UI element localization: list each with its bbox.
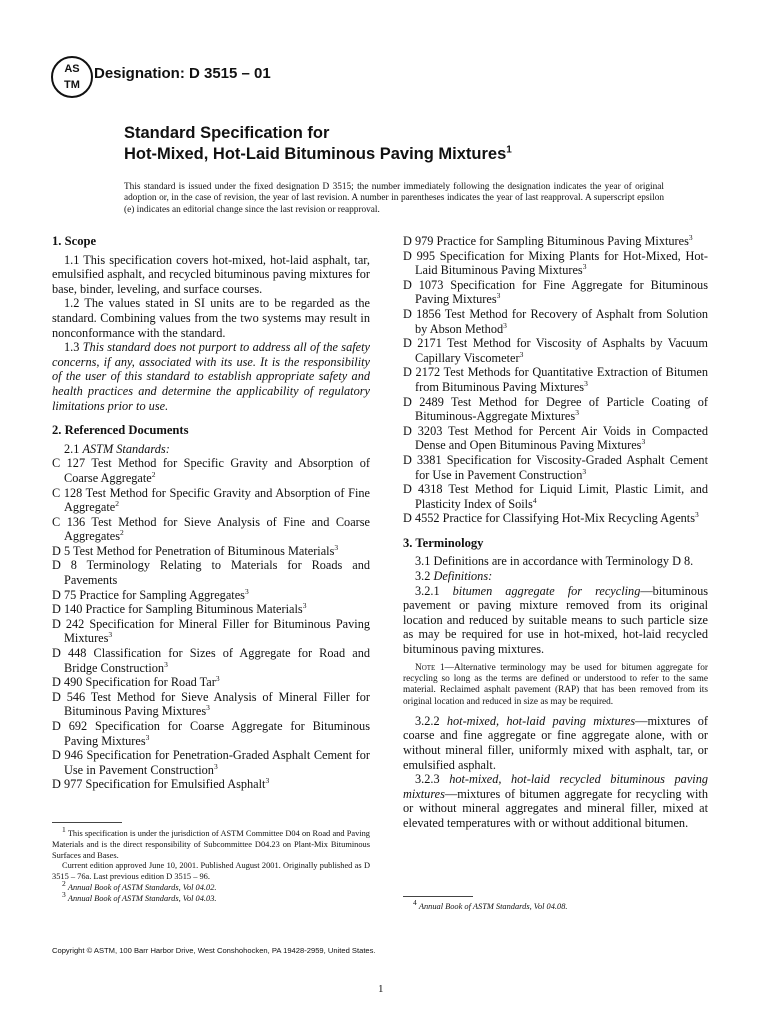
title-line-2: Hot-Mixed, Hot-Laid Bituminous Paving Mixtures$^1$	[124, 144, 512, 163]
paragraph-1-3: 1.3 This standard does not purport to address all of the safety concerns, if any, associated with its use. It is the responsibility of the user of this standard to establish appropriate safety and health practices and determine the applicability of regulatory limitations prior to use.	[52, 340, 370, 413]
section-heading-referenced-documents: 2. Referenced Documents	[52, 423, 189, 438]
footnotes-left	[52, 825, 370, 905]
paragraph-1-2: 1.2 The values stated in SI units are to be regarded as the standard. Combining values from the two systems may result in nonconformance with the standard.	[52, 296, 370, 340]
reference-item: D 2489 Test Method for Degree of Particle Coating of Bituminous-Aggregate Mixtures$^3$	[403, 394, 708, 424]
footnote-1-edition: Current edition approved June 10, 2001. Published August 2001. Originally published as D 3515 – 76a. Last previous edition D 3515 – 96.	[52, 861, 370, 882]
right-column	[403, 234, 708, 831]
footnote-mark: 3	[213, 761, 218, 771]
reference-item: D 1856 Test Method for Recovery of Asphalt from Solution by Abson Method$^3$	[403, 306, 708, 336]
reference-item: D 5 Test Method for Penetration of Bituminous Materials$^3$	[52, 542, 339, 558]
reference-item: D 979 Practice for Sampling Bituminous Paving Mixtures$^3$	[403, 232, 693, 248]
footnote-rule-right	[403, 896, 473, 897]
svg-text:TM: TM	[64, 79, 80, 91]
reference-item: D 4552 Practice for Classifying Hot-Mix Recycling Agents$^3$	[403, 510, 699, 526]
title-footnote-mark: 1	[506, 144, 512, 156]
reference-item: D 2171 Test Method for Viscosity of Asphalts by Vacuum Capillary Viscometer$^3$	[403, 336, 708, 365]
footnote-mark: 2	[120, 528, 124, 538]
footnote-mark: 3	[206, 703, 210, 713]
reference-item: D 995 Specification for Mixing Plants for Hot-Mixed, Hot-Laid Bituminous Paving Mixtures$^3$	[403, 248, 708, 278]
paragraph-3-2-3: 3.2.3 hot-mixed, hot-laid recycled bituminous paving mixtures—mixtures of bitumen aggregate for recycling with or without mineral aggregates and mineral filler, mixed at elevated temperatures with or without additional bitumen.	[403, 772, 709, 830]
document-title	[124, 123, 664, 165]
footnote-mark: 3	[108, 630, 113, 640]
paragraph-1-1: 1.1 This specification covers hot-mixed, hot-laid asphalt, tar, emulsified asphalt, and recycled bituminous paving mixtures for base, binder, leveling, and surface courses.	[52, 252, 370, 296]
footnote-1: $^1$ This specification is under the jurisdiction of ASTM Committee D04 on Road and Paving Materials and is the direct responsibility of Subcommittee D04.23 on Plant-Mix Bituminous Surfaces and Bases.	[52, 825, 370, 860]
reference-item: D 946 Specification for Penetration-Graded Asphalt Cement for Use in Pavement Construction$^3$	[52, 748, 370, 777]
reference-item: D 140 Practice for Sampling Bituminous Materials$^3$	[52, 601, 307, 617]
reference-item: D 8 Terminology Relating to Materials for Roads and Pavements	[52, 558, 370, 588]
reference-item: C 136 Test Method for Sieve Analysis of Fine and Coarse Aggregates$^2$	[52, 514, 370, 544]
page-number: 1	[378, 983, 384, 995]
footnote-mark: 2	[115, 499, 119, 508]
reference-item: C 127 Test Method for Specific Gravity and Absorption of Coarse Aggregate$^2$	[52, 456, 370, 485]
footnote-mark: 3	[244, 586, 249, 596]
footnote-mark: 3	[584, 378, 588, 388]
footnote-mark: 3	[582, 262, 587, 272]
footnote-mark: 3	[215, 674, 220, 684]
reference-item: D 3203 Test Method for Percent Air Voids in Compacted Dense and Open Bituminous Paving Mixtures$^3$	[403, 423, 708, 453]
footnote-mark: 3	[503, 320, 507, 330]
reference-list-left	[52, 456, 370, 792]
reference-item: D 1073 Specification for Fine Aggregate for Bituminous Paving Mixtures$^3$	[403, 277, 708, 307]
section-heading-scope: 1. Scope	[52, 234, 97, 248]
paragraph-3-2: 3.2 Definitions:	[415, 569, 493, 584]
footnote-mark: 3	[582, 466, 587, 476]
reference-list-right	[403, 234, 708, 526]
footnote-mark: 3	[641, 437, 646, 447]
reference-item: D 490 Specification for Road Tar$^3$	[52, 674, 220, 690]
footnote-3: $^3$ Annual Book of ASTM Standards, Vol 04.03.	[62, 889, 217, 903]
reference-item: D 3381 Specification for Viscosity-Graded Asphalt Cement for Use in Pavement Construction$^3$	[403, 452, 708, 482]
footnote-mark: 3	[265, 776, 270, 786]
reference-item: D 692 Specification for Coarse Aggregate for Bituminous Paving Mixtures$^3$	[52, 719, 370, 748]
footnotes-right	[403, 898, 708, 913]
footnote-2: $^2$ Annual Book of ASTM Standards, Vol 04.02.	[62, 879, 217, 892]
astm-logo	[50, 55, 94, 99]
paragraph-3-2-2: 3.2.2 hot-mixed, hot-laid paving mixtures—mixtures of coarse and fine aggregate or fine aggregate alone, with or without mineral filler, uniformly mixed with asphalt, tar, or emulsified asphalt.	[403, 713, 709, 772]
reference-item: D 75 Practice for Sampling Aggregates$^3$	[52, 586, 249, 602]
copyright-line: Copyright © ASTM, 100 Barr Harbor Drive, West Conshohocken, PA 19428-2959, United States.	[52, 946, 376, 955]
subsection-2-1: 2.1 ASTM Standards:	[64, 441, 170, 456]
footnote-mark: 3	[519, 349, 524, 359]
svg-text:AS: AS	[64, 63, 80, 75]
footnote-mark: 4	[532, 495, 537, 505]
reference-item: D 4318 Test Method for Liquid Limit, Plastic Limit, and Plasticity Index of Soils$^4$	[403, 482, 708, 511]
issuance-notice: This standard is issued under the fixed designation D 3515; the number immediately following the designation indicates the year of original adoption or, in the case of revision, the year of last revision. A number in parentheses indicates the year of last reapproval. A superscript epsilon (e) indicates an editorial change since the last revision or reapproval.	[124, 182, 664, 215]
footnote-mark: 3	[145, 732, 150, 742]
note-1: Note 1—Alternative terminology may be used for bitumen aggregate for recycling so long as the terms are defined or understood to refer to the same material. Reclaimed asphalt pavement (RAP) that has been removed from its original location and reduced in size as may be required.	[403, 662, 709, 707]
reference-item: D 2172 Test Methods for Quantitative Extraction of Bitumen from Bituminous Paving Mixtures$^3$	[403, 365, 708, 394]
footnote-mark: 3	[334, 542, 339, 552]
reference-item: D 977 Specification for Emulsified Asphalt$^3$	[52, 776, 270, 792]
footnote-mark: 2	[151, 469, 156, 479]
paragraph-3-1: 3.1 Definitions are in accordance with Terminology D 8.	[415, 554, 694, 569]
footnote-rule-left	[52, 822, 122, 823]
footnote-mark: 3	[575, 408, 579, 418]
footnote-4: $^4$ Annual Book of ASTM Standards, Vol 04.08.	[413, 898, 568, 911]
footnote-mark: 3	[302, 601, 307, 611]
left-column	[52, 234, 370, 792]
reference-item: D 448 Classification for Sizes of Aggregate for Road and Bridge Construction$^3$	[52, 646, 370, 675]
footnote-mark: 3	[164, 659, 168, 669]
footnote-mark: 3	[496, 291, 501, 301]
reference-item: D 242 Specification for Mineral Filler for Bituminous Paving Mixtures$^3$	[52, 616, 370, 646]
footnote-mark: 3	[695, 510, 699, 520]
designation: Designation: D 3515 – 01	[94, 65, 271, 82]
footnote-mark: 3	[688, 232, 693, 242]
title-line-1: Standard Specification for	[124, 124, 330, 142]
section-heading-terminology: 3. Terminology	[403, 535, 484, 550]
reference-item: C 128 Test Method for Specific Gravity and Absorption of Fine Aggregate$^2$	[52, 485, 370, 515]
reference-item: D 546 Test Method for Sieve Analysis of Mineral Filler for Bituminous Paving Mixtures$^3$	[52, 689, 370, 719]
paragraph-3-2-1: 3.2.1 bitumen aggregate for recycling—bituminous pavement or paving mixture removed from its original location and reduced by suitable means to such particle size as may be required for use in hot-mixed, hot-laid recycled bituminous paving mixtures.	[403, 583, 708, 657]
